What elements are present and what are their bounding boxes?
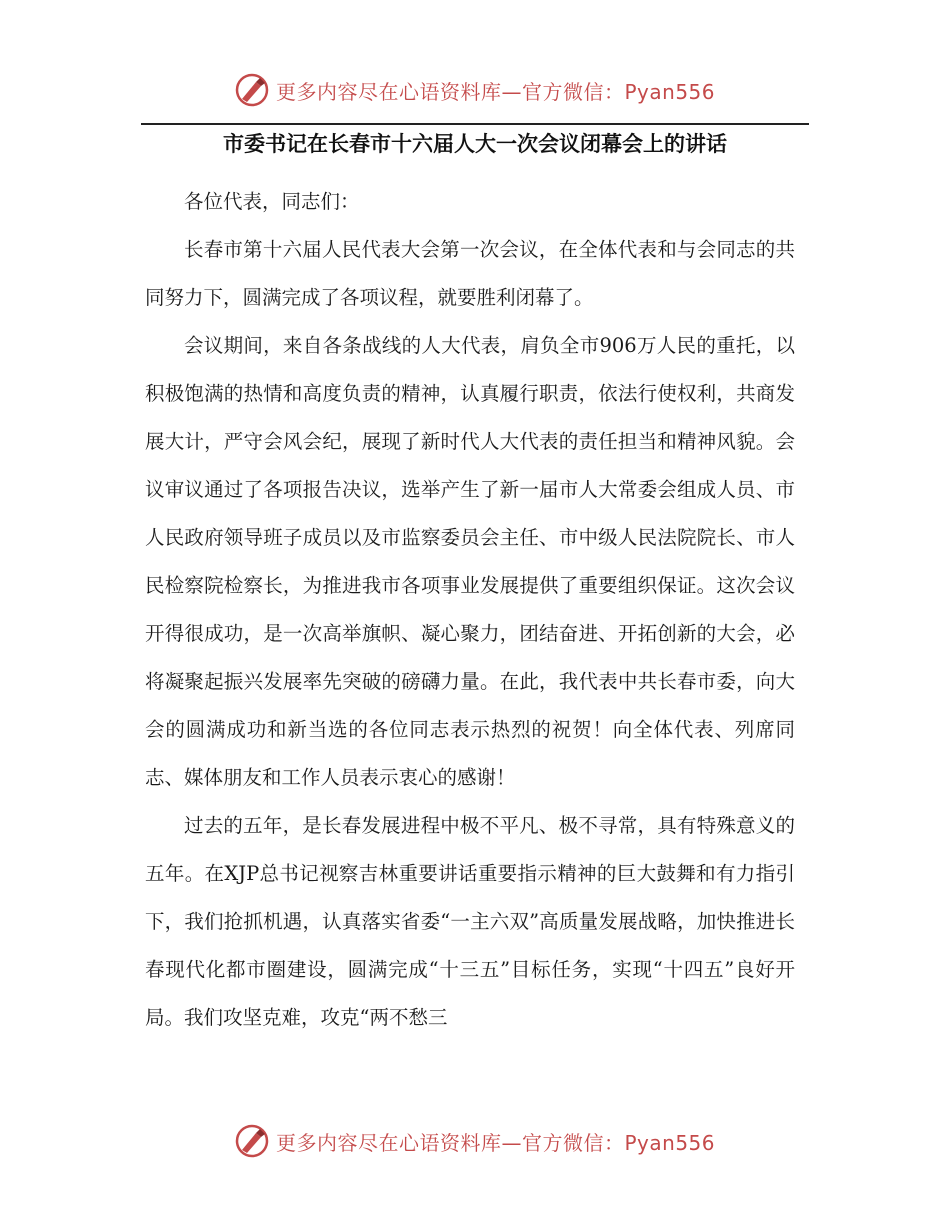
salutation: 各位代表，同志们： [184,190,360,213]
pen-logo-icon [234,72,270,108]
paragraph: 长春市第十六届人民代表大会第一次会议，在全体代表和与会同志的共同努力下，圆满完成了各项议程，就要胜利闭幕了。 [145,238,795,309]
document-body [145,178,795,1042]
paragraph: 会议期间，来自各条战线的人大代表，肩负全市906万人民的重托，以积极饱满的热情和高度负责的精神，认真履行职责，依法行使权利，共商发展大计，严守会风会纪，展现了新时代人大代表的责任担当和精神风貌。会议审议通过了各项报告决议，选举产生了新一届市人大常委会组成人员、市人民政府领导班子成员以及市监察委员会主任、市中级人民法院院长、市人民检察院检察长，为推进我市各项事业发展提供了重要组织保证。这次会议开得很成功，是一次高举旗帜、凝心聚力，团结奋进、开拓创新的大会，必将凝聚起振兴发展率先突破的磅礴力量。在此，我代表中共长春市委，向大会的圆满成功和新当选的各位同志表示热烈的祝贺！向全体代表、列席同志、媒体朋友和工作人员表示衷心的感谢！ [145,334,795,789]
banner-text: 更多内容尽在心语资料库—官方微信：Pyan556 [276,1130,716,1155]
title-divider [141,123,809,125]
header-banner [0,70,950,110]
pen-logo-icon [234,1123,270,1159]
document-title: 市委书记在长春市十六届人大一次会议闭幕会上的讲话 [223,132,727,156]
banner-text: 更多内容尽在心语资料库—官方微信：Pyan556 [276,79,716,104]
paragraph: 过去的五年，是长春发展进程中极不平凡、极不寻常，具有特殊意义的五年。在XJP总书记视察吉林重要讲话重要指示精神的巨大鼓舞和有力指引下，我们抢抓机遇，认真落实省委“一主六双”高质量发展战略，加快推进长春现代化都市圈建设，圆满完成“十三五”目标任务，实现“十四五”良好开局。我们攻坚克难，攻克“两不愁三 [145,814,795,1029]
footer-banner [0,1121,950,1161]
